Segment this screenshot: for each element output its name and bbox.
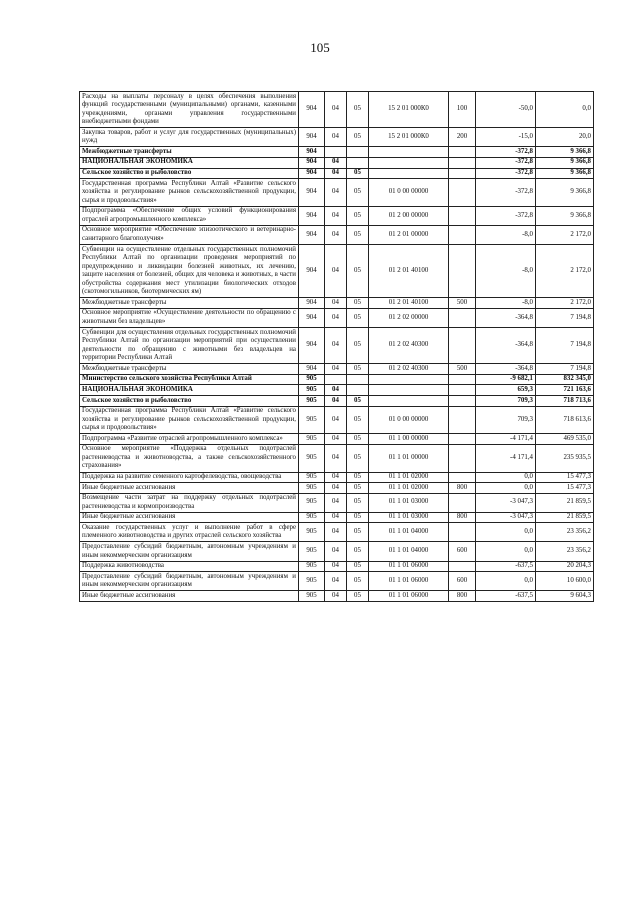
cell-section: 04 [325, 308, 347, 327]
table-row [80, 434, 594, 445]
cell-amount-change: 0,0 [476, 542, 536, 561]
cell-name: Иные бюджетные ассигнования [80, 512, 299, 523]
cell-amount-change: -4 171,4 [476, 434, 536, 445]
cell-target-article: 15 2 01 000К0 [369, 92, 449, 128]
cell-target-article: 01 1 00 00000 [369, 434, 449, 445]
cell-ministry-code: 904 [299, 364, 325, 375]
table-row [80, 406, 594, 434]
cell-amount-change: -372,8 [476, 147, 536, 158]
cell-target-article: 15 2 01 000К0 [369, 128, 449, 147]
cell-amount-total: 9 366,8 [536, 206, 594, 225]
table-row [80, 168, 594, 179]
cell-target-article: 01 2 01 40100 [369, 298, 449, 309]
cell-target-article: 01 2 01 00000 [369, 225, 449, 244]
table-row [80, 245, 594, 298]
cell-subsection: 05 [347, 483, 369, 494]
cell-subsection: 05 [347, 92, 369, 128]
cell-amount-change: -372,8 [476, 168, 536, 179]
cell-amount-total: 23 356,2 [536, 523, 594, 542]
cell-target-article: 01 1 01 06000 [369, 591, 449, 602]
table-body [80, 92, 594, 602]
cell-name: Основное мероприятие «Осуществление деятельности по обращению с животными без владельцев» [80, 308, 299, 327]
cell-ministry-code: 905 [299, 542, 325, 561]
table-row [80, 225, 594, 244]
cell-name: Государственная программа Республики Алтай «Развитие сельского хозяйства и регулирование рынков сельскохозяйственной продукции, сырья и продовольствия» [80, 406, 299, 434]
cell-amount-total: 718 713,6 [536, 396, 594, 407]
table-row [80, 147, 594, 158]
cell-subsection: 05 [347, 444, 369, 472]
cell-target-article: 01 1 01 03000 [369, 512, 449, 523]
cell-amount-total: 9 366,8 [536, 147, 594, 158]
cell-target-article [369, 168, 449, 179]
cell-target-article: 01 2 02 00000 [369, 308, 449, 327]
cell-target-article: 01 2 02 40300 [369, 328, 449, 364]
table-row [80, 157, 594, 168]
cell-subsection: 05 [347, 396, 369, 407]
cell-name: Поддержка животноводства [80, 561, 299, 572]
cell-expense-type: 800 [449, 483, 476, 494]
cell-amount-total: 2 172,0 [536, 245, 594, 298]
cell-amount-total: 9 366,8 [536, 179, 594, 207]
cell-ministry-code: 905 [299, 472, 325, 483]
cell-name: НАЦИОНАЛЬНАЯ ЭКОНОМИКА [80, 385, 299, 396]
cell-ministry-code: 905 [299, 406, 325, 434]
cell-name: Подпрограмма «Обеспечение общих условий функционирования отраслей агропромышленного комплекса» [80, 206, 299, 225]
cell-expense-type [449, 206, 476, 225]
cell-target-article: 01 1 01 00000 [369, 444, 449, 472]
table-row [80, 561, 594, 572]
cell-expense-type: 500 [449, 364, 476, 375]
table-row [80, 493, 594, 512]
cell-amount-total: 7 194,8 [536, 328, 594, 364]
cell-section: 04 [325, 225, 347, 244]
cell-target-article: 01 1 01 04000 [369, 523, 449, 542]
cell-amount-change: -15,0 [476, 128, 536, 147]
cell-ministry-code: 905 [299, 572, 325, 591]
cell-subsection: 05 [347, 523, 369, 542]
cell-ministry-code: 904 [299, 128, 325, 147]
cell-amount-total: 0,0 [536, 92, 594, 128]
cell-target-article: 01 2 02 40300 [369, 364, 449, 375]
cell-ministry-code: 905 [299, 396, 325, 407]
cell-section: 04 [325, 483, 347, 494]
cell-amount-total: 21 859,5 [536, 493, 594, 512]
cell-amount-total: 23 356,2 [536, 542, 594, 561]
table-row [80, 374, 594, 385]
cell-expense-type [449, 147, 476, 158]
cell-subsection [347, 374, 369, 385]
cell-section: 04 [325, 298, 347, 309]
cell-ministry-code: 905 [299, 483, 325, 494]
cell-expense-type [449, 434, 476, 445]
table-row [80, 444, 594, 472]
cell-target-article: 01 2 01 40100 [369, 245, 449, 298]
cell-target-article: 01 1 01 02000 [369, 483, 449, 494]
cell-amount-total: 20 204,3 [536, 561, 594, 572]
cell-subsection [347, 385, 369, 396]
cell-amount-change: 0,0 [476, 572, 536, 591]
cell-ministry-code: 904 [299, 92, 325, 128]
cell-section: 04 [325, 328, 347, 364]
cell-amount-total: 2 172,0 [536, 225, 594, 244]
cell-section: 04 [325, 245, 347, 298]
cell-ministry-code: 905 [299, 591, 325, 602]
cell-section: 04 [325, 364, 347, 375]
cell-ministry-code: 905 [299, 434, 325, 445]
cell-expense-type [449, 308, 476, 327]
cell-name: Межбюджетные трансферты [80, 298, 299, 309]
cell-ministry-code: 905 [299, 444, 325, 472]
cell-subsection: 05 [347, 245, 369, 298]
cell-name: Сельское хозяйство и рыболовство [80, 396, 299, 407]
cell-ministry-code: 905 [299, 512, 325, 523]
cell-target-article [369, 396, 449, 407]
cell-amount-change: -372,8 [476, 157, 536, 168]
cell-expense-type [449, 245, 476, 298]
cell-section [325, 374, 347, 385]
cell-amount-change: -3 047,3 [476, 493, 536, 512]
cell-section: 04 [325, 493, 347, 512]
cell-section: 04 [325, 523, 347, 542]
cell-section: 04 [325, 179, 347, 207]
cell-name: Предоставление субсидий бюджетным, автономным учреждениям и иным некоммерческим организациям [80, 572, 299, 591]
cell-section: 04 [325, 396, 347, 407]
cell-section: 04 [325, 128, 347, 147]
cell-ministry-code: 904 [299, 225, 325, 244]
cell-amount-change: 659,3 [476, 385, 536, 396]
table-row [80, 523, 594, 542]
cell-amount-total: 15 477,3 [536, 483, 594, 494]
cell-subsection: 05 [347, 591, 369, 602]
cell-amount-total: 721 163,6 [536, 385, 594, 396]
cell-expense-type [449, 472, 476, 483]
cell-target-article [369, 374, 449, 385]
cell-name: Межбюджетные трансферты [80, 364, 299, 375]
cell-target-article: 01 0 00 00000 [369, 406, 449, 434]
cell-amount-total: 20,0 [536, 128, 594, 147]
cell-section: 04 [325, 434, 347, 445]
cell-ministry-code: 904 [299, 245, 325, 298]
cell-name: Расходы на выплаты персоналу в целях обеспечения выполнения функций государственными (муниципальными) органами, казенными учреждениями, органами управления государственными внебюджетными фондами [80, 92, 299, 128]
cell-target-article: 01 1 01 06000 [369, 572, 449, 591]
cell-expense-type [449, 374, 476, 385]
cell-ministry-code: 904 [299, 157, 325, 168]
cell-expense-type [449, 406, 476, 434]
cell-target-article [369, 157, 449, 168]
cell-name: Возмещение части затрат на поддержку отдельных подотраслей растениеводства и кормопроизводства [80, 493, 299, 512]
cell-ministry-code: 904 [299, 168, 325, 179]
cell-target-article: 01 1 01 03000 [369, 493, 449, 512]
table-row [80, 512, 594, 523]
table-row [80, 206, 594, 225]
cell-subsection: 05 [347, 298, 369, 309]
cell-ministry-code: 905 [299, 561, 325, 572]
table-row [80, 591, 594, 602]
cell-ministry-code: 904 [299, 328, 325, 364]
cell-expense-type: 600 [449, 542, 476, 561]
cell-amount-change: -372,8 [476, 206, 536, 225]
cell-expense-type: 800 [449, 512, 476, 523]
cell-target-article: 01 1 01 04000 [369, 542, 449, 561]
table-row [80, 472, 594, 483]
cell-ministry-code: 904 [299, 179, 325, 207]
cell-amount-change: -637,5 [476, 591, 536, 602]
cell-section: 04 [325, 406, 347, 434]
cell-ministry-code: 905 [299, 374, 325, 385]
cell-subsection: 05 [347, 512, 369, 523]
cell-name: Основное мероприятие «Обеспечение эпизоотического и ветеринарно-санитарного благополучия» [80, 225, 299, 244]
cell-expense-type: 800 [449, 591, 476, 602]
cell-amount-total: 7 194,8 [536, 308, 594, 327]
cell-expense-type [449, 396, 476, 407]
cell-target-article: 01 1 01 02000 [369, 472, 449, 483]
cell-ministry-code: 904 [299, 308, 325, 327]
table-row [80, 179, 594, 207]
cell-section: 04 [325, 542, 347, 561]
cell-amount-total: 7 194,8 [536, 364, 594, 375]
table-row [80, 364, 594, 375]
cell-subsection: 05 [347, 493, 369, 512]
cell-ministry-code: 904 [299, 298, 325, 309]
cell-amount-change: -364,8 [476, 364, 536, 375]
cell-name: Министерство сельского хозяйства Республики Алтай [80, 374, 299, 385]
cell-section [325, 147, 347, 158]
table-row [80, 483, 594, 494]
cell-subsection: 05 [347, 128, 369, 147]
cell-ministry-code: 905 [299, 523, 325, 542]
cell-section: 04 [325, 92, 347, 128]
cell-name: Предоставление субсидий бюджетным, автономным учреждениям и иным некоммерческим организациям [80, 542, 299, 561]
cell-subsection: 05 [347, 572, 369, 591]
cell-expense-type: 600 [449, 572, 476, 591]
cell-amount-change: -637,5 [476, 561, 536, 572]
cell-subsection: 05 [347, 225, 369, 244]
cell-section: 04 [325, 385, 347, 396]
cell-ministry-code: 904 [299, 147, 325, 158]
cell-subsection [347, 147, 369, 158]
cell-ministry-code: 905 [299, 493, 325, 512]
cell-name: Государственная программа Республики Алтай «Развитие сельского хозяйства и регулирование рынков сельскохозяйственной продукции, сырья и продовольствия» [80, 179, 299, 207]
cell-amount-change: -364,8 [476, 328, 536, 364]
cell-amount-change: 709,3 [476, 406, 536, 434]
cell-name: Межбюджетные трансферты [80, 147, 299, 158]
table-row [80, 92, 594, 128]
cell-subsection: 05 [347, 168, 369, 179]
cell-amount-total: 9 366,8 [536, 157, 594, 168]
cell-amount-change: 709,3 [476, 396, 536, 407]
cell-expense-type: 200 [449, 128, 476, 147]
cell-subsection: 05 [347, 472, 369, 483]
cell-name: Иные бюджетные ассигнования [80, 483, 299, 494]
cell-amount-total: 832 345,0 [536, 374, 594, 385]
cell-subsection: 05 [347, 364, 369, 375]
cell-expense-type [449, 493, 476, 512]
cell-subsection: 05 [347, 179, 369, 207]
cell-expense-type: 100 [449, 92, 476, 128]
cell-section: 04 [325, 472, 347, 483]
cell-name: Закупка товаров, работ и услуг для государственных (муниципальных) нужд [80, 128, 299, 147]
cell-amount-change: -372,8 [476, 179, 536, 207]
cell-amount-change: -8,0 [476, 245, 536, 298]
cell-amount-change: -364,8 [476, 308, 536, 327]
cell-name: Оказание государственных услуг и выполнение работ в сфере племенного животноводства и других отраслей сельского хозяйства [80, 523, 299, 542]
cell-section: 04 [325, 591, 347, 602]
cell-amount-total: 2 172,0 [536, 298, 594, 309]
cell-amount-change: -4 171,4 [476, 444, 536, 472]
cell-expense-type: 500 [449, 298, 476, 309]
cell-amount-total: 235 935,5 [536, 444, 594, 472]
cell-name: Сельское хозяйство и рыболовство [80, 168, 299, 179]
cell-amount-change: -8,0 [476, 298, 536, 309]
budget-table [79, 91, 594, 602]
cell-target-article [369, 385, 449, 396]
cell-subsection: 05 [347, 206, 369, 225]
table-row [80, 298, 594, 309]
table-row [80, 572, 594, 591]
cell-expense-type [449, 328, 476, 364]
cell-expense-type [449, 179, 476, 207]
cell-expense-type [449, 157, 476, 168]
cell-amount-total: 10 600,0 [536, 572, 594, 591]
cell-amount-change: 0,0 [476, 472, 536, 483]
cell-expense-type [449, 444, 476, 472]
cell-amount-change: -9 682,1 [476, 374, 536, 385]
cell-target-article: 01 0 00 00000 [369, 179, 449, 207]
cell-name: Поддержка на развитие семенного картофелеводства, овощеводства [80, 472, 299, 483]
cell-section: 04 [325, 168, 347, 179]
cell-subsection: 05 [347, 308, 369, 327]
table-row [80, 385, 594, 396]
table-row [80, 128, 594, 147]
cell-subsection: 05 [347, 542, 369, 561]
cell-amount-total: 9 604,3 [536, 591, 594, 602]
cell-section: 04 [325, 206, 347, 225]
cell-amount-change: -50,0 [476, 92, 536, 128]
cell-section: 04 [325, 512, 347, 523]
cell-amount-total: 469 535,0 [536, 434, 594, 445]
cell-name: Субвенции на осуществление отдельных государственных полномочий Республики Алтай по организации проведения мероприятий по предупреждению и ликвидации болезней животных, их лечению, защите населения от болезней, общих для человека и животных, в части обустройства содержания мест утилизации биологических отходов (скотомогильников, биотермических ям) [80, 245, 299, 298]
cell-subsection: 05 [347, 328, 369, 364]
cell-subsection: 05 [347, 434, 369, 445]
cell-section: 04 [325, 572, 347, 591]
cell-name: Субвенции для осуществления отдельных государственных полномочий Республики Алтай по организации мероприятий при осуществлении деятельности по обращению с животными без владельцев на территории Республики Алтай [80, 328, 299, 364]
cell-section: 04 [325, 561, 347, 572]
cell-name: Иные бюджетные ассигнования [80, 591, 299, 602]
cell-amount-total: 21 859,5 [536, 512, 594, 523]
cell-target-article: 01 1 01 06000 [369, 561, 449, 572]
cell-amount-change: -8,0 [476, 225, 536, 244]
cell-amount-change: 0,0 [476, 483, 536, 494]
cell-ministry-code: 904 [299, 206, 325, 225]
cell-target-article [369, 147, 449, 158]
cell-amount-total: 15 477,3 [536, 472, 594, 483]
cell-subsection: 05 [347, 561, 369, 572]
table-row [80, 542, 594, 561]
cell-name: НАЦИОНАЛЬНАЯ ЭКОНОМИКА [80, 157, 299, 168]
cell-amount-total: 718 613,6 [536, 406, 594, 434]
table-row [80, 396, 594, 407]
table-row [80, 308, 594, 327]
cell-expense-type [449, 385, 476, 396]
cell-section: 04 [325, 157, 347, 168]
cell-expense-type [449, 168, 476, 179]
cell-amount-change: -3 047,3 [476, 512, 536, 523]
cell-amount-total: 9 366,8 [536, 168, 594, 179]
cell-expense-type [449, 225, 476, 244]
table-row [80, 328, 594, 364]
cell-section: 04 [325, 444, 347, 472]
page-number: 105 [310, 40, 330, 55]
cell-ministry-code: 905 [299, 385, 325, 396]
cell-name: Основное мероприятие «Поддержка отдельных подотраслей растениеводства и животноводства, а также сельскохозяйственного страхования» [80, 444, 299, 472]
cell-subsection: 05 [347, 406, 369, 434]
cell-name: Подпрограмма «Развитие отраслей агропромышленного комплекса» [80, 434, 299, 445]
cell-amount-change: 0,0 [476, 523, 536, 542]
cell-expense-type [449, 561, 476, 572]
cell-target-article: 01 2 00 00000 [369, 206, 449, 225]
cell-subsection [347, 157, 369, 168]
cell-expense-type [449, 523, 476, 542]
